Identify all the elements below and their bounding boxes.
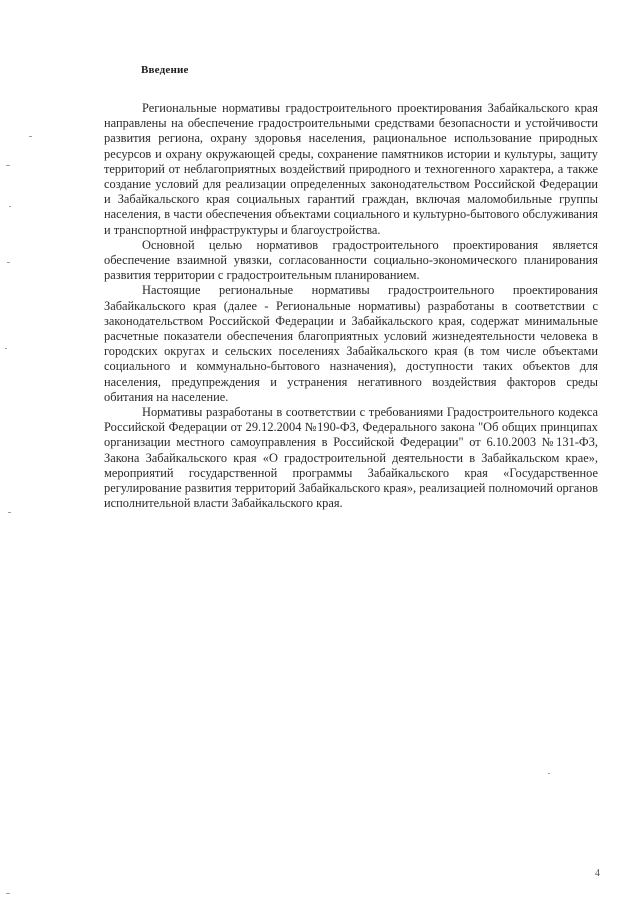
paragraph: Региональные нормативы градостроительного проектирования Забайкальского края направлены на обеспечение градостроительными средствами безопасности и устойчивости развития региона, охрану здоровья населения, рациональное использование природных ресурсов и охрану окружающей среды, сохранение памятников истории и культуры, защиту территорий от неблагоприятных воздействий природного и техногенного характера, а также создание условий для реализации определенных законодательством Российской Федерации и Забайкальского края социальных гарантий граждан, включая маломобильные группы населения, в части обеспечения объектами социального и культурно-бытового обслуживания и транспортной инфраструктуры и благоустройства. xyxy=(104,101,598,237)
scan-speck xyxy=(6,893,10,894)
scan-speck xyxy=(29,136,32,137)
paragraph: Настоящие региональные нормативы градостроительного проектирования Забайкальского края (далее - Региональные нормативы) разработаны в соответствии с законодательством Российской Федерации и Забайкальского края, содержат минимальные расчетные показатели обеспечения благоприятных условий жизнедеятельности человека в городских округах и сельских поселениях Забайкальского края (в том числе объектами социального и коммунально-бытового назначения), доступности таких объектов для населения, предупреждения и устранения негативного воздействия факторов среды обитания на население. xyxy=(104,283,598,404)
scan-speck xyxy=(8,512,11,513)
body-text xyxy=(104,101,598,511)
section-heading: Введение xyxy=(141,64,189,76)
page-number: 4 xyxy=(595,868,600,879)
scan-speck xyxy=(5,348,7,349)
paragraph: Основной целью нормативов градостроительного проектирования является обеспечение взаимной увязки, согласованности социально-экономического планирования развития территории с градостроительным планированием. xyxy=(104,237,598,283)
scan-speck xyxy=(9,206,11,207)
scan-speck xyxy=(7,262,10,263)
scan-speck xyxy=(548,773,550,774)
scan-speck xyxy=(6,165,10,166)
paragraph: Нормативы разработаны в соответствии с требованиями Градостроительного кодекса Российской Федерации от 29.12.2004 №190-ФЗ, Федерального закона "Об общих принципах организации местного самоуправления в Российской Федерации" от 6.10.2003 №131-ФЗ, Закона Забайкальского края «О градостроительной деятельности в Забайкальском крае», мероприятий государственной программы Забайкальского края «Государственное регулирование развития территорий Забайкальского края», реализацией полномочий органов исполнительной власти Забайкальского края. xyxy=(104,405,598,511)
